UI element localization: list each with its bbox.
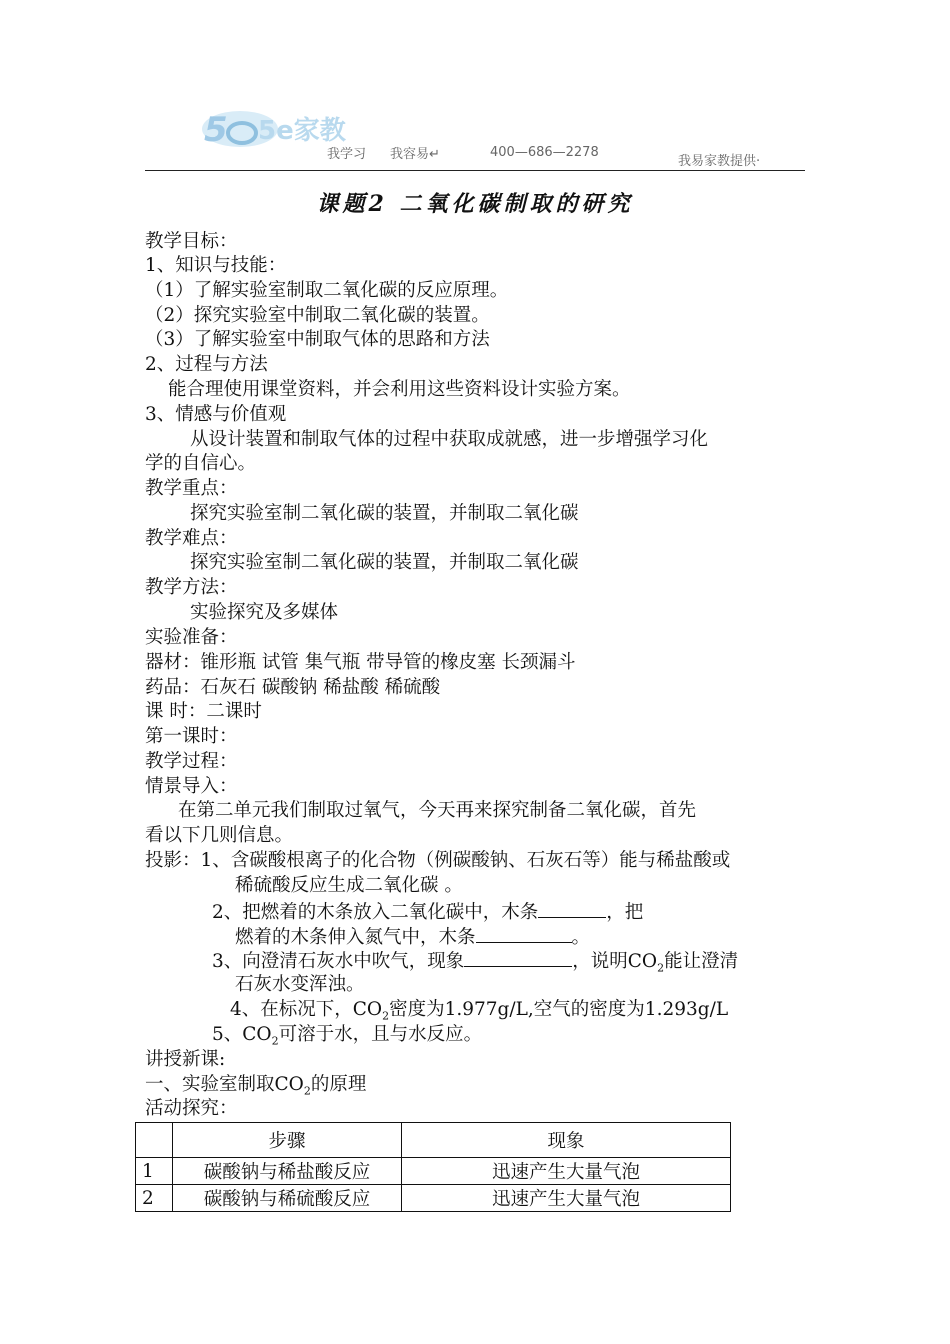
item-text: 的原理 xyxy=(310,1074,367,1095)
svg-text:5: 5 xyxy=(204,110,228,150)
table-header-cell: 步骤 xyxy=(173,1123,402,1158)
logo-text: 5e家教 xyxy=(258,116,346,146)
doc-line: 教学重点： xyxy=(145,478,238,499)
projection-item-3b: 石灰水变浑浊。 xyxy=(235,974,365,995)
item-text: ，说明CO xyxy=(572,951,658,972)
doc-line: 讲授新课: xyxy=(145,1049,226,1070)
fill-blank xyxy=(464,948,572,967)
doc-line: 药品：石灰石 碳酸钠 稀盐酸 稀硫酸 xyxy=(145,677,441,698)
slogan-2: 我容易↵ xyxy=(390,147,440,162)
table-cell: 碳酸钠与稀硫酸反应 xyxy=(173,1185,402,1212)
fill-blank xyxy=(538,899,606,918)
doc-line: 能合理使用课堂资料，并会利用这些资料设计实验方案。 xyxy=(168,379,631,400)
table-header-row xyxy=(136,1123,731,1158)
doc-line: （1）了解实验室制取二氧化碳的反应原理。 xyxy=(145,280,509,301)
doc-line: 3、情感与价值观 xyxy=(145,404,287,425)
item-text: 2、把燃着的木条放入二氧化碳中，木条 xyxy=(212,902,539,923)
table-header-cell xyxy=(136,1123,173,1158)
doc-line: 稀硫酸反应生成二氧化碳 。 xyxy=(235,875,463,896)
item-text: 可溶于水，且与水反应。 xyxy=(278,1024,483,1045)
item-text: 3、向澄清石灰水中吹气，现象 xyxy=(212,951,465,972)
doc-line: 看以下几则信息。 xyxy=(145,825,294,846)
subscript: 2 xyxy=(657,961,665,975)
doc-line: （2）探究实验室中制取二氧化碳的装置。 xyxy=(145,305,490,326)
doc-line: 教学过程： xyxy=(145,751,238,772)
subscript: 2 xyxy=(382,1009,390,1023)
item-text: 能让澄清 xyxy=(664,951,739,972)
slogan-1: 我学习 xyxy=(327,147,367,162)
doc-line: 在第二单元我们制取过氧气，今天再来探究制备二氧化碳，首先 xyxy=(178,800,697,821)
table-cell: 迅速产生大量气泡 xyxy=(402,1158,731,1185)
doc-line: （3）了解实验室中制取气体的思路和方法 xyxy=(145,329,490,350)
doc-line: 实验准备： xyxy=(145,627,238,648)
header-rule xyxy=(145,170,805,171)
doc-line: 学的自信心。 xyxy=(145,453,257,474)
doc-line: 2、过程与方法 xyxy=(145,354,268,375)
doc-line: 教学目标： xyxy=(145,231,238,252)
item-text: ，把 xyxy=(606,902,644,923)
doc-line: 实验探究及多媒体 xyxy=(190,602,339,623)
table-header-cell: 现象 xyxy=(402,1123,731,1158)
doc-line: 从设计装置和制取气体的过程中获取成就感，进一步增强学习化 xyxy=(190,429,709,450)
fill-blank xyxy=(476,924,572,943)
doc-line: 课 时：二课时 xyxy=(145,701,262,722)
projection-item-5 xyxy=(212,1023,482,1054)
subscript: 2 xyxy=(271,1034,279,1048)
doc-line: 器材：锥形瓶 试管 集气瓶 带导管的橡皮塞 长颈漏斗 xyxy=(145,652,576,673)
table-cell: 碳酸钠与稀盐酸反应 xyxy=(173,1158,402,1185)
item-text: 燃着的木条伸入氮气中，木条 xyxy=(235,927,476,948)
projection-item-2b xyxy=(235,924,590,950)
table-cell: 迅速产生大量气泡 xyxy=(402,1185,731,1212)
provider-text: 我易家教提供· xyxy=(678,154,761,169)
item-text: 一、实验室制取CO xyxy=(145,1074,304,1095)
table-cell: 1 xyxy=(136,1158,173,1185)
activity-table xyxy=(135,1122,731,1212)
doc-line: 活动探究： xyxy=(145,1098,238,1119)
page-header xyxy=(145,95,805,173)
subscript: 2 xyxy=(303,1084,311,1098)
doc-line: 投影：1、含碳酸根离子的化合物（例碳酸钠、石灰石等）能与稀盐酸或 xyxy=(145,850,731,871)
item-text: 5、CO xyxy=(212,1024,272,1045)
doc-line: 教学方法： xyxy=(145,577,238,598)
doc-line: 探究实验室制二氧化碳的装置，并制取二氧化碳 xyxy=(190,552,579,573)
table-row xyxy=(136,1185,731,1212)
doc-line: 1、知识与技能： xyxy=(145,255,287,276)
table-cell: 2 xyxy=(136,1185,173,1212)
item-text: 4、在标况下，CO xyxy=(230,999,383,1020)
table-row xyxy=(136,1158,731,1185)
doc-line: 第一课时： xyxy=(145,726,238,747)
page-title: 课题2 二氧化碳制取的研究 xyxy=(316,191,634,217)
doc-line: 教学难点： xyxy=(145,528,238,549)
item-text: 密度为1.977g/L,空气的密度为1.293g/L xyxy=(389,999,729,1020)
item-text: 。 xyxy=(571,927,591,948)
doc-line: 情景导入： xyxy=(145,776,238,797)
projection-item-2a xyxy=(212,899,643,925)
phone-number: 400—686—2278 xyxy=(490,145,599,160)
doc-line: 探究实验室制二氧化碳的装置，并制取二氧化碳 xyxy=(190,503,579,524)
